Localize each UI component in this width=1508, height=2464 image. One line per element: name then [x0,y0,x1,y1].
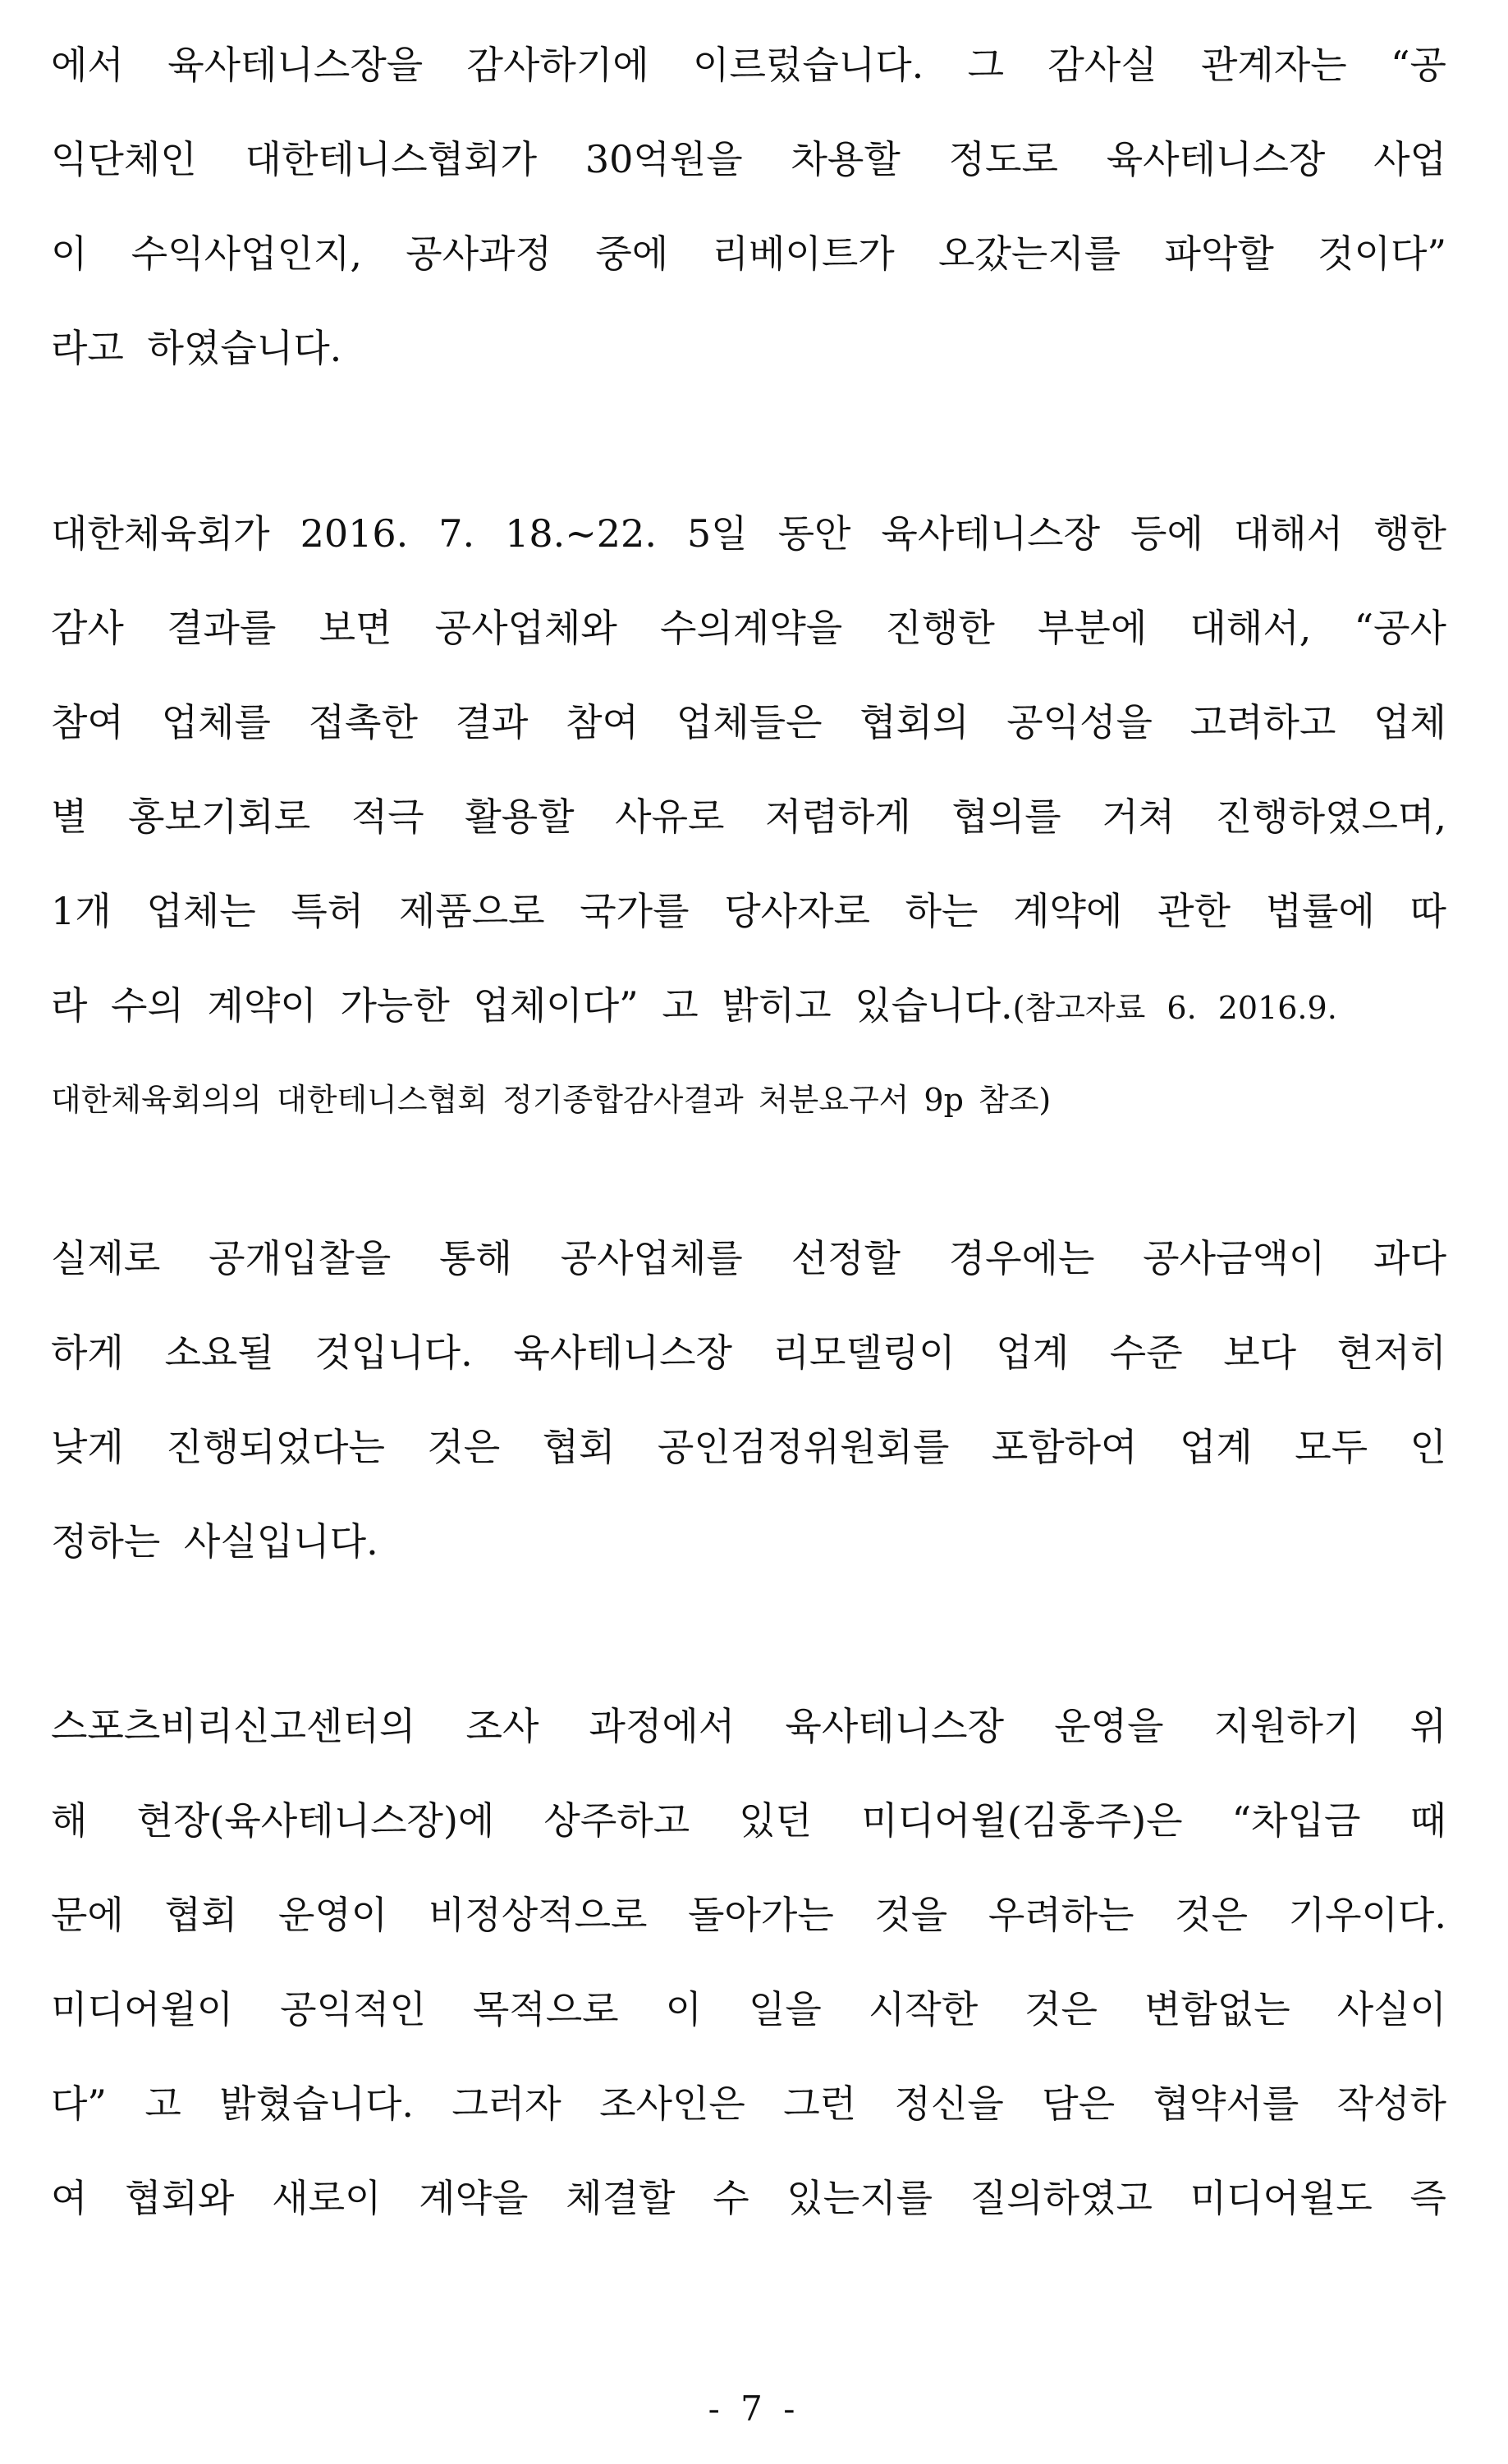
paragraph-line: 미디어윌이 공익적인 목적으로 이 일을 시작한 것은 변함없는 사실이 [51,1987,1446,2031]
paragraph-2 [51,487,1446,1147]
reference-note-line: 대한체육회의의 대한테니스협회 정기종합감사결과 처분요구서 9p 참조) [51,1082,1052,1118]
paragraph-line: 1개 업체는 특허 제품으로 국가를 당사자로 하는 계약에 관한 법률에 따 [51,889,1446,933]
paragraph-line: 문에 협회 운영이 비정상적으로 돌아가는 것을 우려하는 것은 기우이다. [51,1893,1446,1937]
paragraph-line: 감사 결과를 보면 공사업체와 수의계약을 진행한 부분에 대해서, “공사 [51,606,1446,650]
paragraph-text: 라 수의 계약이 가능한 업체이다” 고 밝히고 있습니다. [51,983,1013,1028]
paragraph-1 [51,18,1446,396]
page-number: - 7 - [708,2388,800,2429]
paragraph-line: 정하는 사실입니다. [51,1519,378,1564]
paragraph-line: 실제로 공개입찰을 통해 공사업체를 선정할 경우에는 공사금액이 과다 [51,1236,1446,1280]
paragraph-line: 다” 고 밝혔습니다. 그러자 조사인은 그런 정신을 담은 협약서를 작성하 [51,2082,1446,2126]
paragraph-line: 라고 하였습니다. [51,326,342,370]
paragraph-line: 참여 업체를 접촉한 결과 참여 업체들은 협회의 공익성을 고려하고 업체 [51,700,1446,744]
paragraph-line: 대한체육회가 2016. 7. 18.~22. 5일 동안 육사테니스장 등에 대해서 행한 [51,511,1446,556]
paragraph-line: 에서 육사테니스장을 감사하기에 이르렀습니다. 그 감사실 관계자는 “공 [51,43,1446,87]
paragraph-line: 낮게 진행되었다는 것은 협회 공인검정위원회를 포함하여 업계 모두 인 [51,1425,1446,1469]
paragraph-line: 스포츠비리신고센터의 조사 과정에서 육사테니스장 운영을 지원하기 위 [51,1704,1446,1748]
paragraph-line-with-reference [51,959,1446,1053]
paragraph-line: 이 수익사업인지, 공사과정 중에 리베이트가 오갔는지를 파악할 것이다” [51,231,1446,276]
paragraph-3 [51,1211,1446,1589]
paragraph-line: 해 현장(육사테니스장)에 상주하고 있던 미디어윌(김홍주)은 “차입금 때 [51,1798,1446,1843]
paragraph-line: 하게 소요될 것입니다. 육사테니스장 리모델링이 업계 수준 보다 현저히 [51,1330,1446,1375]
paragraph-line: 여 협회와 새로이 계약을 체결할 수 있는지를 질의하였고 미디어윌도 즉 [51,2176,1446,2220]
paragraph-line: 별 홍보기회로 적극 활용할 사유로 저렴하게 협의를 거쳐 진행하였으며, [51,795,1446,839]
reference-note: (참고자료 6. 2016.9. [1012,990,1337,1026]
paragraph-line: 익단체인 대한테니스협회가 30억원을 차용할 정도로 육사테니스장 사업 [51,137,1446,181]
paragraph-4 [51,1679,1446,2246]
